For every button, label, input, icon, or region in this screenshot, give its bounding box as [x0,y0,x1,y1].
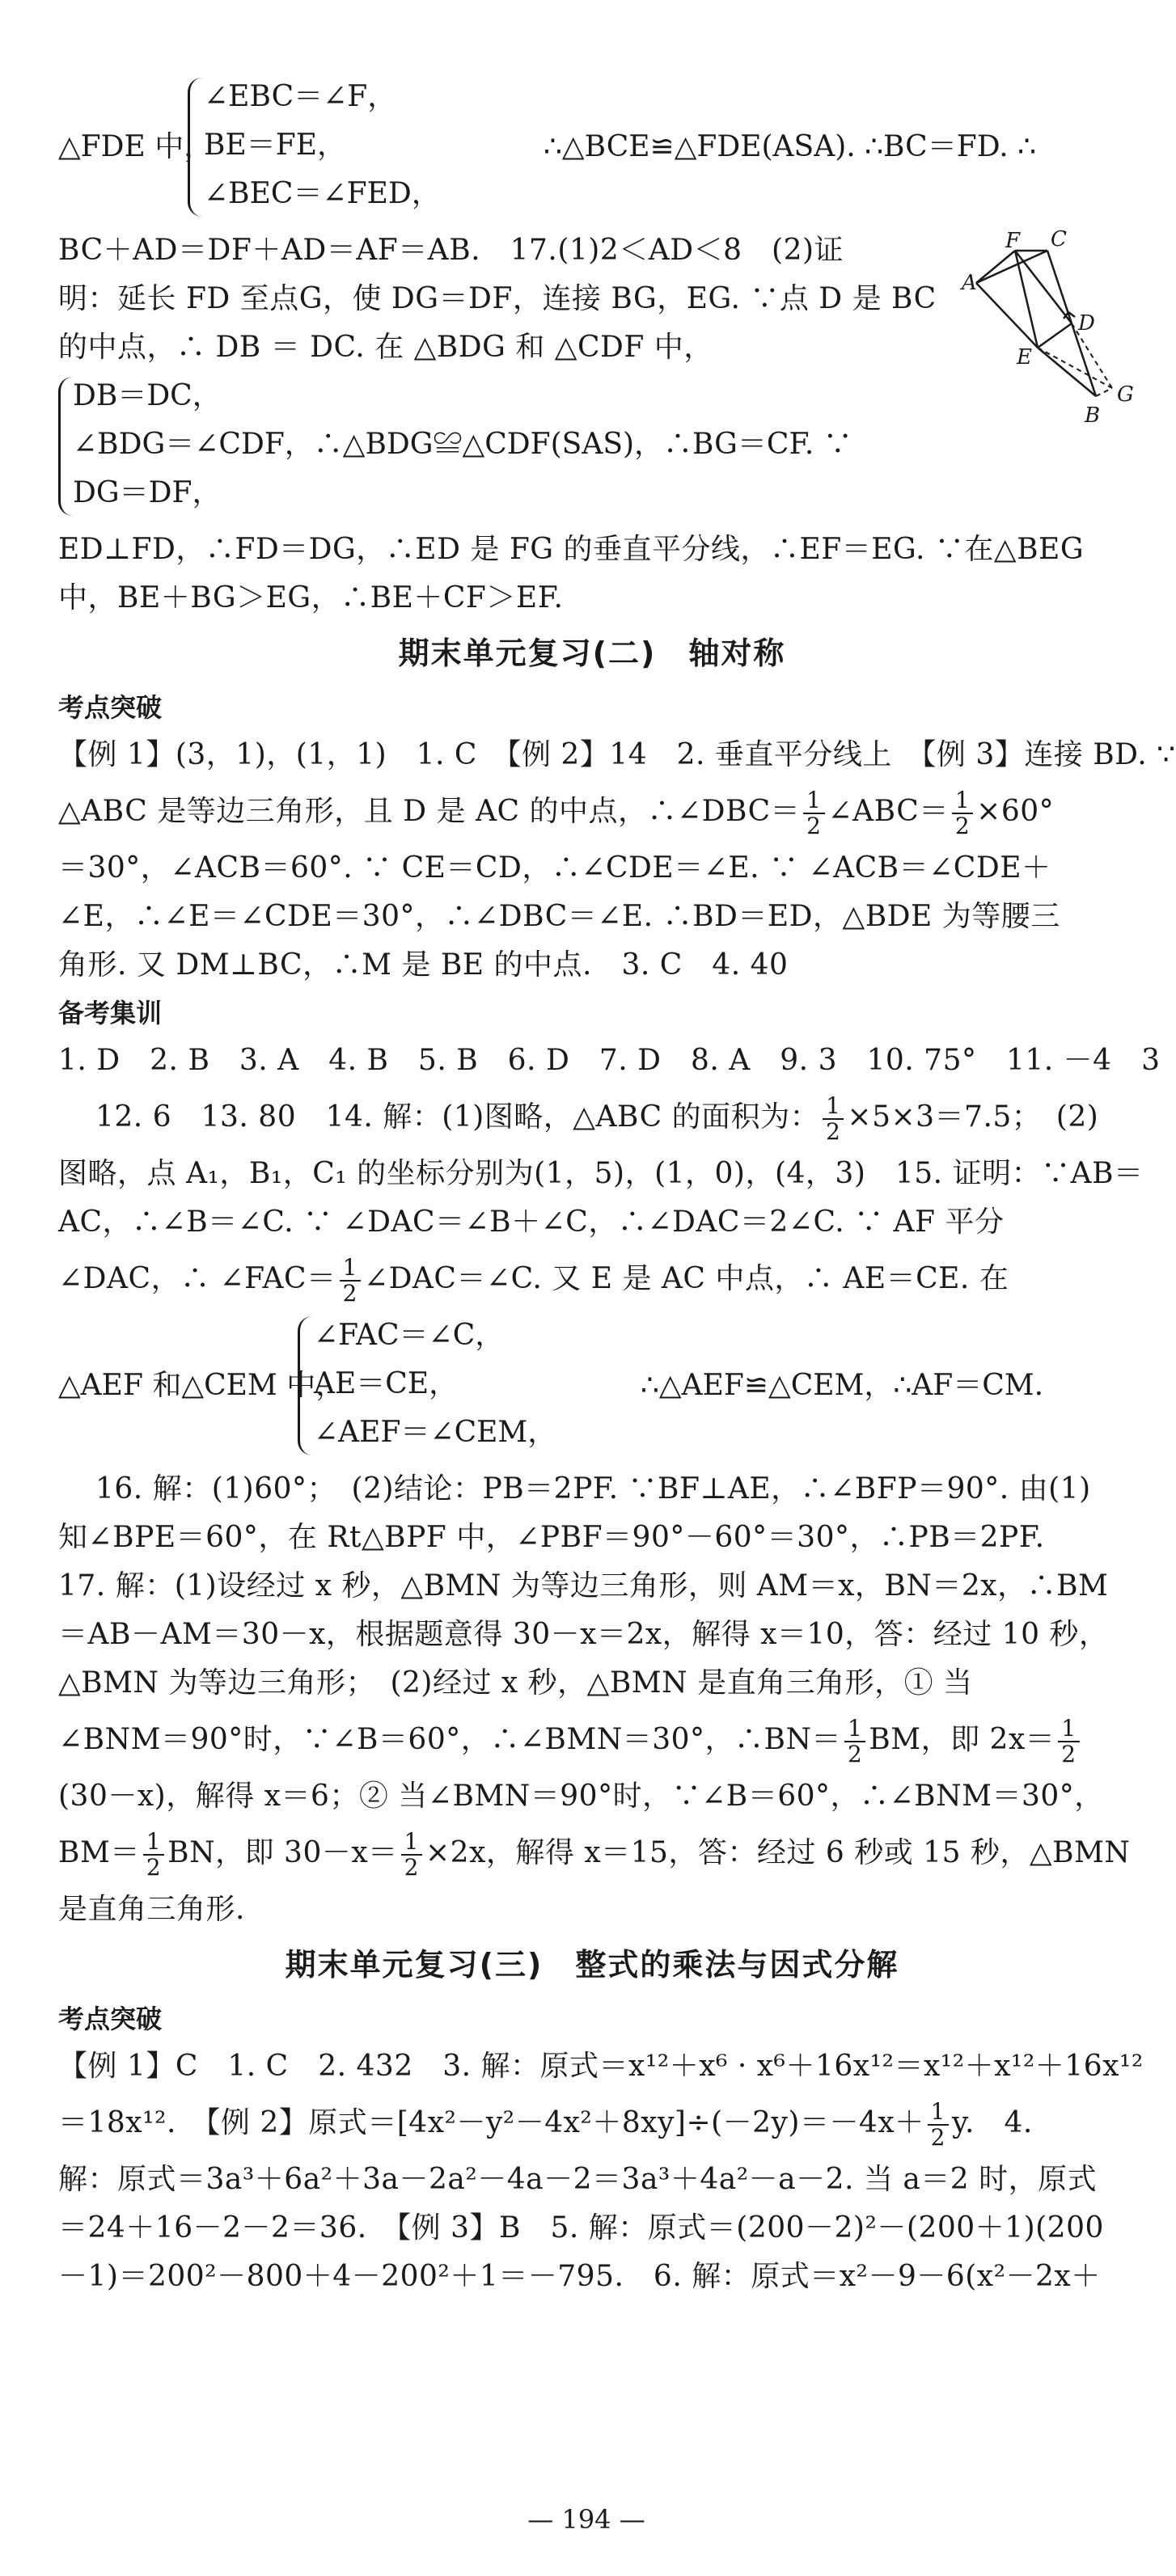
fraction: $\frac{1}{2}$ [143,1830,164,1880]
answer-page [58,73,1176,2301]
fraction: $\frac{1}{2}$ [340,1256,361,1306]
text-line: △ABC 是等边三角形，且 D 是 AC 的中点，∴∠DBC＝ $\frac{1}{2}$ ∠ABC＝ $\frac{1}{2}$ ×60° [58,787,1055,839]
fraction: $\frac{1}{2}$ [928,2100,949,2150]
system-rows: DB＝DC， ∠BDG＝∠CDF，∴△BDG≌△CDF(SAS)，∴BG＝CF. ∵ DG＝DF， [73,379,852,509]
system-rows: ∠FAC＝∠C， AE＝CE， ∠AEF＝∠CEM， [314,1319,557,1449]
label-f: F [1005,229,1021,253]
text-line: 【例 1】(3，1)，(1，1) 1. C 【例 2】14 2. 垂直平分线上 【例 3】连接 BD. ∵ [58,738,1176,771]
segment-eg [1038,348,1112,388]
label-g: G [1117,382,1134,407]
segment-bg [1096,388,1112,396]
text-line: 是直角三角形. [58,1893,245,1926]
label-c: C [1051,227,1067,251]
text-line: 中，BE＋BG＞EG，∴BE＋CF＞EF. [58,581,564,614]
text-line: (30－x)，解得 x＝6；② 当∠BMN＝90°时，∵∠B＝60°，∴∠BNM＝30°， [58,1780,1104,1813]
text-line: ＝24＋16－2－2＝36. 【例 3】B 5. 解：原式＝(200－2)²－(200＋1)(200 [58,2211,1104,2244]
text-line: 16. 解：(1)60°； (2)结论：PB＝2PF. ∵BF⊥AE，∴∠BFP＝90°. 由(1) [95,1472,1091,1505]
segment-ae [976,283,1038,348]
text-line: ∠E，∴∠E＝∠CDE＝30°，∴∠DBC＝∠E. ∴BD＝ED，△BDE 为等腰三 [58,900,1060,933]
subsection-title: 考点突破 [58,692,163,723]
text-line: 17. 解：(1)设经过 x 秒，△BMN 为等边三角形，则 AM＝x，BN＝2x，∴BM [58,1569,1109,1603]
text-line: 的中点，∴ DB ＝ DC. 在 △BDG 和 △CDF 中， [58,331,713,364]
fraction: $\frac{1}{2}$ [823,1094,844,1144]
text-line: △BMN 为等边三角形； (2)经过 x 秒，△BMN 是直角三角形，① 当 [58,1666,973,1700]
fraction: $\frac{1}{2}$ [952,788,973,838]
text-line: －1)＝200²－800＋4－200²＋1＝－795. 6. 解：原式＝x²－9－6(x²－2x＋ [58,2260,1101,2293]
text-line: 1. D 2. B 3. A 4. B 5. B 6. D 7. D 8. A 9. 3 10. 75° 11. －4 3 [58,1044,1161,1077]
subsection-title: 备考集训 [58,998,163,1028]
text-line: BC＋AD＝DF＋AD＝AF＝AB. 17.(1)2＜AD＜8 (2)证 [58,234,844,267]
equation-system-2 [58,372,1126,526]
segment-af [976,251,1015,283]
text-line: 【例 1】C 1. C 2. 432 3. 解：原式＝x¹²＋x⁶ · x⁶＋16x¹²＝x¹²＋x¹²＋16x¹² [58,2050,1144,2083]
triangle-figure [962,227,1144,429]
brace [298,1316,313,1455]
brace [58,377,74,516]
text-line: ED⊥FD，∴FD＝DG，∴ED 是 FG 的垂直平分线，∴EF＝EG. ∵在△BEG [58,533,1085,566]
text-line: ∠DAC，∴ ∠FAC＝ $\frac{1}{2}$ ∠DAC＝∠C. 又 E 是 AC 中点，∴ AE＝CE. 在 [58,1254,1009,1307]
label-a: A [962,271,977,295]
text-line: BM＝ $\frac{1}{2}$ BN，即 30－x＝ $\frac{1}{2}$ ×2x，解得 x＝15，答：经过 6 秒或 15 秒，△BMN [58,1828,1131,1881]
label-d: D [1078,311,1095,336]
fraction: $\frac{1}{2}$ [844,1717,865,1767]
text-line: ∠BNM＝90°时，∵∠B＝60°，∴∠BMN＝30°，∴BN＝ $\frac{1}{2}$ BM，即 2x＝ $\frac{1}{2}$ [58,1708,1126,1772]
text-line: 明：延长 FD 至点G，使 DG＝DF，连接 BG，EG. ∵点 D 是 BC [58,282,937,315]
text-line: 解：原式＝3a³＋6a²＋3a－2a²－4a－2＝3a³＋4a²－a－2. 当 a＝2 时，原式 [58,2163,1098,2196]
text-line: ＝AB－AM＝30－x，根据题意得 30－x＝2x，解得 x＝10，答：经过 10 秒， [58,1618,1109,1651]
segment-ed [1038,323,1072,348]
section-heading: 期末单元复习(三) 整式的乘法与因式分解 [285,1947,899,1983]
equation-system-3 [58,1311,1126,1465]
text-line: 12. 6 13. 80 14. 解：(1)图略，△ABC 的面积为： $\frac{1}{2}$ ×5×3＝7.5； (2) [95,1092,1099,1145]
text-line: 角形. 又 DM⊥BC，∴M 是 BE 的中点. 3. C 4. 40 [58,948,789,982]
text-line: ＝30°，∠ACB＝60°. ∵ CE＝CD，∴∠CDE＝∠E. ∵ ∠ACB＝∠CDE＋ [58,851,1051,885]
system-lhs: △AEF 和△CEM 中， [58,1369,345,1402]
fraction: $\frac{1}{2}$ [401,1830,422,1880]
text-line: AC，∴∠B＝∠C. ∵ ∠DAC＝∠B＋∠C，∴∠DAC＝2∠C. ∵ AF 平分 [58,1206,1005,1239]
subsection-title: 考点突破 [58,2004,163,2034]
system-rows: ∠EBC＝∠F， BE＝FE， ∠BEC＝∠FED， [204,80,441,210]
text-line: 知∠BPE＝60°，在 Rt△BPF 中，∠PBF＝90°－60°＝30°，∴PB＝2PF. [58,1521,1045,1554]
system-lhs: △FDE 中， [58,130,214,163]
text-line: 图略，点 A₁，B₁，C₁ 的坐标分别为(1，5)，(1，0)，(4，3) 15. 证明：∵AB＝ [58,1157,1144,1190]
fraction: $\frac{1}{2}$ [803,788,824,838]
equation-system-1 [58,73,1126,226]
page-number: — 194 — [527,2504,645,2535]
text-line: ＝18x¹². 【例 2】原式＝[4x²－y²－4x²＋8xy]÷(－2y)＝－4x＋ $\frac{1}{2}$ y. 4. [58,2098,1033,2151]
brace [188,78,203,217]
system-rhs: ∴△AEF≌△CEM，∴AF＝CM. [641,1369,1044,1402]
system-rhs: ∴△BCE≌△FDE(ASA). ∴BC＝FD. ∴ [544,130,1037,163]
label-e: E [1017,345,1032,370]
section-heading: 期末单元复习(二) 轴对称 [398,636,786,671]
label-b: B [1085,403,1101,428]
fraction: $\frac{1}{2}$ [1058,1717,1079,1767]
